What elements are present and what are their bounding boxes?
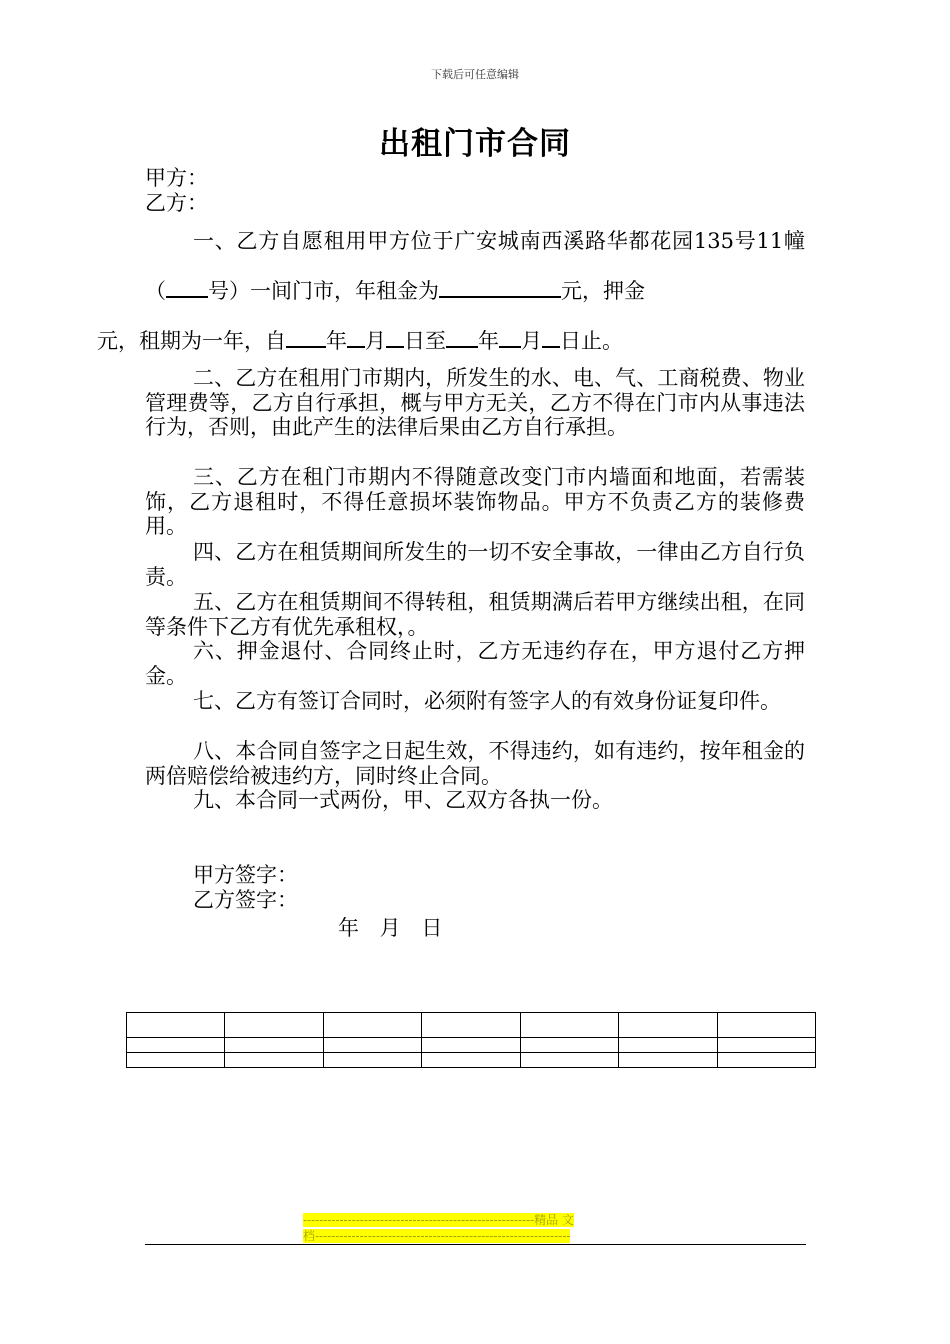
clause-8: 八、本合同自签字之日起生效，不得违约，如有违约，按年租金的两倍赔偿给被违约方，同时终止合同。 bbox=[145, 739, 805, 788]
footer-line-1: ---------------------------------------------------------精品 文 bbox=[303, 1213, 574, 1227]
blank-table bbox=[126, 1012, 816, 1068]
start-month-label: 月 bbox=[365, 329, 386, 353]
clause-1-text-d: 元，租期为一年，自 bbox=[97, 329, 286, 353]
table-cell bbox=[422, 1013, 520, 1038]
clause-4: 四、乙方在租赁期间所发生的一切不安全事故，一律由乙方自行负责。 bbox=[145, 540, 805, 589]
footer-line-2: 档--------------------------------------------------------------- bbox=[303, 1229, 571, 1243]
clause-1 bbox=[97, 216, 805, 366]
footer-watermark bbox=[303, 1212, 648, 1244]
table-cell bbox=[619, 1013, 717, 1038]
party-b-signature: 乙方签字： bbox=[193, 888, 298, 912]
table-cell bbox=[717, 1013, 815, 1038]
start-year-blank bbox=[286, 326, 326, 348]
annual-rent-blank bbox=[439, 276, 561, 298]
table-row bbox=[127, 1053, 816, 1068]
table-cell bbox=[323, 1053, 421, 1068]
table-cell bbox=[127, 1038, 225, 1053]
end-day-label: 日止。 bbox=[560, 329, 623, 353]
clause-2: 二、乙方在租用门市期内，所发生的水、电、气、工商税费、物业管理费等，乙方自行承担，概与甲方无关，乙方不得在门市内从事违法行为，否则，由此产生的法律后果由乙方自行承担。 bbox=[145, 366, 805, 439]
clause-5: 五、乙方在租赁期间不得转租，租赁期满后若甲方继续出租，在同等条件下乙方有优先承租权，。 bbox=[145, 590, 805, 639]
party-a-signature: 甲方签字： bbox=[193, 863, 298, 887]
clause-1-text-a: 一、乙方自愿租用甲方位于广安城南西溪路华都花园135号11幢（ bbox=[145, 229, 805, 303]
table-cell bbox=[127, 1013, 225, 1038]
party-b-label: 乙方： bbox=[145, 191, 208, 215]
clause-9: 九、本合同一式两份，甲、乙双方各执一份。 bbox=[193, 788, 613, 812]
table-row bbox=[127, 1013, 816, 1038]
table-cell bbox=[323, 1013, 421, 1038]
table-cell bbox=[520, 1013, 618, 1038]
clause-1-text-c: 元，押金 bbox=[561, 279, 645, 303]
start-day-label: 日至 bbox=[404, 329, 446, 353]
table-cell bbox=[225, 1013, 323, 1038]
table-cell bbox=[225, 1053, 323, 1068]
start-year-label: 年 bbox=[326, 329, 347, 353]
header-note: 下载后可任意编辑 bbox=[431, 68, 519, 81]
party-a-label: 甲方： bbox=[145, 166, 208, 190]
start-day-blank bbox=[386, 326, 404, 348]
end-month-label: 月 bbox=[521, 329, 542, 353]
clause-1-text-b: 号）一间门市，年租金为 bbox=[208, 279, 439, 303]
end-month-blank bbox=[499, 326, 521, 348]
table-cell bbox=[225, 1038, 323, 1053]
shop-number-blank bbox=[166, 276, 208, 298]
table-cell bbox=[520, 1053, 618, 1068]
table-cell bbox=[422, 1038, 520, 1053]
footer-divider bbox=[145, 1244, 806, 1245]
table-cell bbox=[127, 1053, 225, 1068]
clause-7: 七、乙方有签订合同时，必须附有签字人的有效身份证复印件。 bbox=[193, 689, 781, 713]
end-year-blank bbox=[446, 326, 478, 348]
table-cell bbox=[619, 1038, 717, 1053]
table-row bbox=[127, 1038, 816, 1053]
clause-6: 六、押金退付、合同终止时，乙方无违约存在，甲方退付乙方押金。 bbox=[145, 639, 805, 688]
end-day-blank bbox=[542, 326, 560, 348]
table-cell bbox=[717, 1038, 815, 1053]
table-cell bbox=[520, 1038, 618, 1053]
start-month-blank bbox=[347, 326, 365, 348]
document-title: 出租门市合同 bbox=[379, 126, 571, 162]
table-cell bbox=[717, 1053, 815, 1068]
end-year-label: 年 bbox=[478, 329, 499, 353]
signing-date: 年 月 日 bbox=[338, 916, 443, 940]
table-cell bbox=[422, 1053, 520, 1068]
table-cell bbox=[323, 1038, 421, 1053]
table-cell bbox=[619, 1053, 717, 1068]
clause-3: 三、乙方在租门市期内不得随意改变门市内墙面和地面，若需装饰，乙方退租时，不得任意损坏装饰物品。甲方不负责乙方的装修费用。 bbox=[145, 465, 805, 538]
